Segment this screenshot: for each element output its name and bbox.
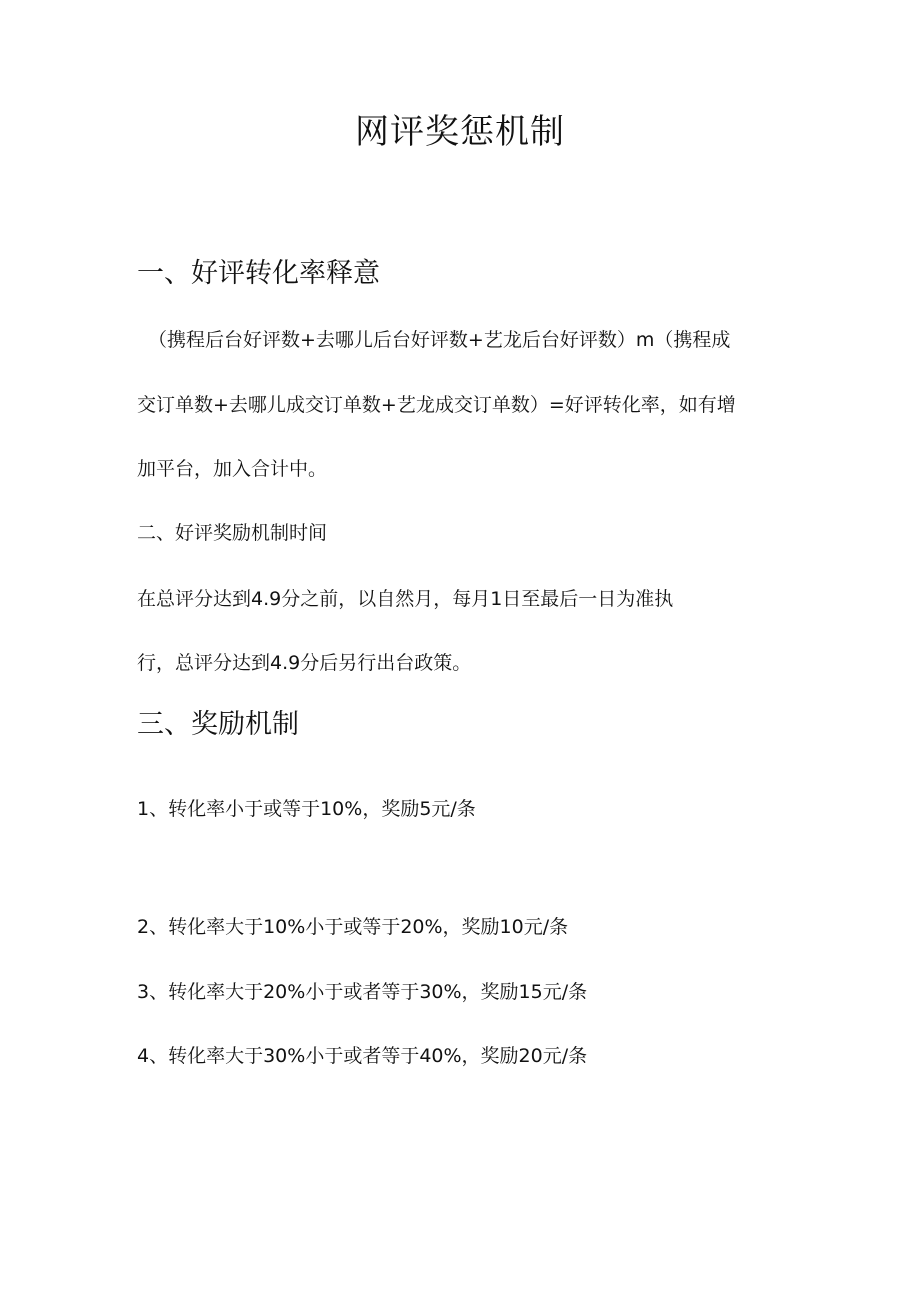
section-3-heading: 三、奖励机制 (137, 709, 299, 740)
section-1-line-1: （携程后台好评数+去哪儿后台好评数+艺龙后台好评数）m（携程成 (148, 329, 731, 351)
reward-item-2: 2、转化率大于10%小于或等于20%，奖励10元/条 (137, 916, 569, 938)
document-title: 网评奖惩机制 (355, 112, 565, 152)
section-1-heading: 一、好评转化率释意 (137, 258, 380, 289)
section-1-line-2: 交订单数+去哪儿成交订单数+艺龙成交订单数）=好评转化率，如有增 (137, 394, 736, 416)
reward-item-3: 3、转化率大于20%小于或者等于30%，奖励15元/条 (137, 981, 588, 1003)
section-2-line-2: 行，总评分达到4.9分后另行出台政策。 (137, 652, 472, 674)
section-1-line-3: 加平台，加入合计中。 (137, 458, 328, 480)
section-2-line-1: 在总评分达到4.9分之前，以自然月，每月1日至最后一日为准执 (137, 588, 674, 610)
reward-item-1: 1、转化率小于或等于10%，奖励5元/条 (137, 798, 476, 820)
reward-item-4: 4、转化率大于30%小于或者等于40%，奖励20元/条 (137, 1045, 588, 1067)
section-2-heading: 二、好评奖励机制时间 (137, 522, 328, 544)
